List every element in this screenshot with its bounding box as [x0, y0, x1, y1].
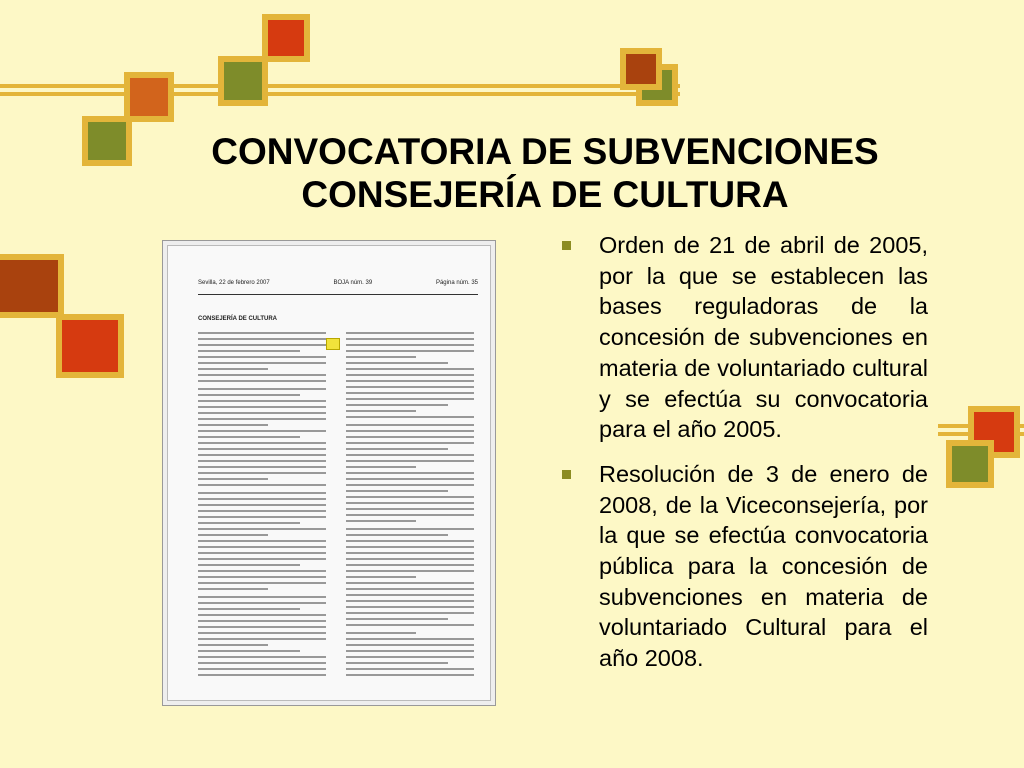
document-text-line — [346, 424, 474, 426]
square-bullet-icon — [562, 241, 571, 250]
document-text-line — [198, 662, 326, 664]
document-text-line — [198, 400, 326, 402]
document-text-line — [346, 374, 474, 376]
decor-square-olive-right — [946, 440, 994, 488]
decor-line-top — [0, 84, 680, 88]
document-text-line — [346, 668, 474, 670]
document-text-line — [198, 674, 326, 676]
document-text-line — [346, 624, 474, 626]
document-text-line — [198, 510, 326, 512]
document-header-page: Página núm. 35 — [435, 280, 478, 286]
document-text-line — [198, 448, 326, 450]
document-text-line — [346, 576, 416, 578]
document-text-line — [346, 582, 474, 584]
document-text-line — [198, 596, 326, 598]
document-text-line — [346, 558, 474, 560]
document-text-line — [198, 424, 268, 426]
document-text-line — [198, 442, 326, 444]
document-text-line — [198, 576, 326, 578]
document-image — [162, 240, 496, 706]
document-text-line — [198, 492, 326, 494]
document-text-line — [198, 602, 326, 604]
document-text-line — [346, 362, 448, 364]
document-text-line — [346, 502, 474, 504]
document-text-line — [346, 436, 474, 438]
document-page — [167, 245, 491, 701]
document-text-line — [346, 650, 474, 652]
document-text-line — [346, 588, 474, 590]
bullet-list — [560, 230, 928, 688]
document-text-line — [346, 496, 474, 498]
document-text-line — [198, 466, 326, 468]
document-text-line — [346, 454, 474, 456]
document-text-line — [346, 552, 474, 554]
document-text-line — [198, 582, 326, 584]
document-text-line — [198, 362, 326, 364]
document-text-column-left — [198, 332, 326, 680]
document-section-title: CONSEJERÍA DE CULTURA — [198, 316, 278, 322]
document-text-line — [346, 508, 474, 510]
document-text-line — [198, 436, 300, 438]
decor-square-brown-topright — [620, 48, 662, 90]
document-text-line — [346, 410, 416, 412]
document-text-line — [346, 356, 416, 358]
document-header — [198, 280, 478, 295]
document-text-line — [198, 558, 326, 560]
document-text-line — [198, 454, 326, 456]
document-text-line — [346, 600, 474, 602]
document-text-line — [198, 418, 326, 420]
document-text-line — [198, 588, 268, 590]
document-text-line — [198, 656, 326, 658]
document-text-line — [198, 344, 326, 346]
document-text-line — [198, 472, 326, 474]
document-text-line — [346, 606, 474, 608]
document-text-line — [346, 448, 448, 450]
document-text-line — [198, 650, 300, 652]
document-text-line — [346, 478, 474, 480]
document-text-line — [346, 564, 474, 566]
document-text-line — [198, 338, 326, 340]
document-text-line — [346, 534, 448, 536]
title-line-2: CONSEJERÍA DE CULTURA — [301, 174, 789, 215]
document-text-line — [198, 626, 326, 628]
document-text-line — [346, 528, 474, 530]
sticky-note-icon — [326, 338, 340, 350]
document-text-line — [198, 380, 326, 382]
document-text-line — [198, 570, 326, 572]
document-text-line — [198, 668, 326, 670]
document-text-line — [346, 380, 474, 382]
document-text-line — [198, 356, 326, 358]
document-text-line — [198, 564, 300, 566]
document-text-line — [346, 332, 474, 334]
document-text-line — [198, 522, 300, 524]
document-text-line — [346, 386, 474, 388]
document-text-line — [346, 490, 448, 492]
decor-line-top-2 — [0, 92, 680, 96]
decor-square-orange — [124, 72, 174, 122]
document-text-line — [346, 344, 474, 346]
document-text-line — [198, 460, 326, 462]
bullet-item-1 — [560, 230, 928, 445]
document-text-line — [198, 412, 326, 414]
document-text-line — [198, 374, 326, 376]
document-text-line — [198, 498, 326, 500]
document-text-line — [198, 406, 326, 408]
decor-square-olive-left — [82, 116, 132, 166]
decor-square-brown-left — [0, 254, 64, 318]
document-text-line — [346, 638, 474, 640]
document-text-line — [198, 478, 268, 480]
document-text-line — [346, 520, 416, 522]
document-text-line — [346, 612, 474, 614]
document-text-line — [346, 514, 474, 516]
document-text-line — [198, 620, 326, 622]
bullet-item-2 — [560, 459, 928, 674]
document-text-line — [346, 404, 448, 406]
document-text-line — [346, 416, 474, 418]
document-text-line — [346, 662, 448, 664]
document-text-line — [198, 614, 326, 616]
document-text-line — [198, 540, 326, 542]
document-text-line — [198, 350, 300, 352]
document-text-line — [346, 632, 416, 634]
document-text-line — [346, 442, 474, 444]
document-text-line — [346, 368, 474, 370]
document-text-line — [346, 570, 474, 572]
document-text-line — [346, 350, 474, 352]
title-line-1: CONVOCATORIA DE SUBVENCIONES — [211, 131, 879, 172]
document-text-line — [346, 540, 474, 542]
document-text-line — [198, 430, 326, 432]
document-header-issue: BOJA núm. 39 — [333, 280, 373, 286]
document-text-line — [346, 546, 474, 548]
document-text-line — [198, 644, 268, 646]
document-text-line — [346, 338, 474, 340]
document-text-line — [346, 594, 474, 596]
document-text-line — [198, 546, 326, 548]
document-text-line — [346, 472, 474, 474]
square-bullet-icon — [562, 470, 571, 479]
document-text-line — [198, 528, 326, 530]
document-text-line — [198, 552, 326, 554]
document-text-line — [346, 674, 474, 676]
document-text-line — [198, 394, 300, 396]
document-text-line — [198, 632, 326, 634]
decor-square-red-top — [262, 14, 310, 62]
document-text-line — [346, 484, 474, 486]
document-text-line — [346, 644, 474, 646]
document-text-line — [346, 392, 474, 394]
document-text-line — [198, 388, 326, 390]
document-text-line — [346, 460, 474, 462]
slide-title — [150, 130, 940, 216]
document-text-line — [346, 430, 474, 432]
decor-square-olive-top — [218, 56, 268, 106]
document-text-line — [198, 504, 326, 506]
document-text-line — [346, 398, 474, 400]
document-text-line — [198, 516, 326, 518]
document-text-line — [198, 368, 268, 370]
document-text-line — [198, 332, 326, 334]
document-text-column-right — [346, 332, 474, 680]
document-text-line — [346, 466, 416, 468]
document-text-line — [346, 656, 474, 658]
bullet-text-2: Resolución de 3 de enero de 2008, de la Viceconsejería, por la que se efectúa convocatoria pública para la concesión de subvenciones en materia de voluntariado Cultural para el año 2008. — [599, 460, 928, 672]
document-text-line — [198, 638, 326, 640]
document-text-line — [346, 618, 448, 620]
decor-square-red-left — [56, 314, 124, 378]
document-text-line — [198, 534, 268, 536]
document-text-line — [198, 484, 326, 486]
document-text-line — [198, 608, 300, 610]
bullet-text-1: Orden de 21 de abril de 2005, por la que se establecen las bases reguladoras de la concesión de subvenciones en materia de voluntariado cultural y se efectúa su convocatoria para el año 2005. — [599, 232, 928, 443]
document-header-date: Sevilla, 22 de febrero 2007 — [198, 280, 270, 286]
